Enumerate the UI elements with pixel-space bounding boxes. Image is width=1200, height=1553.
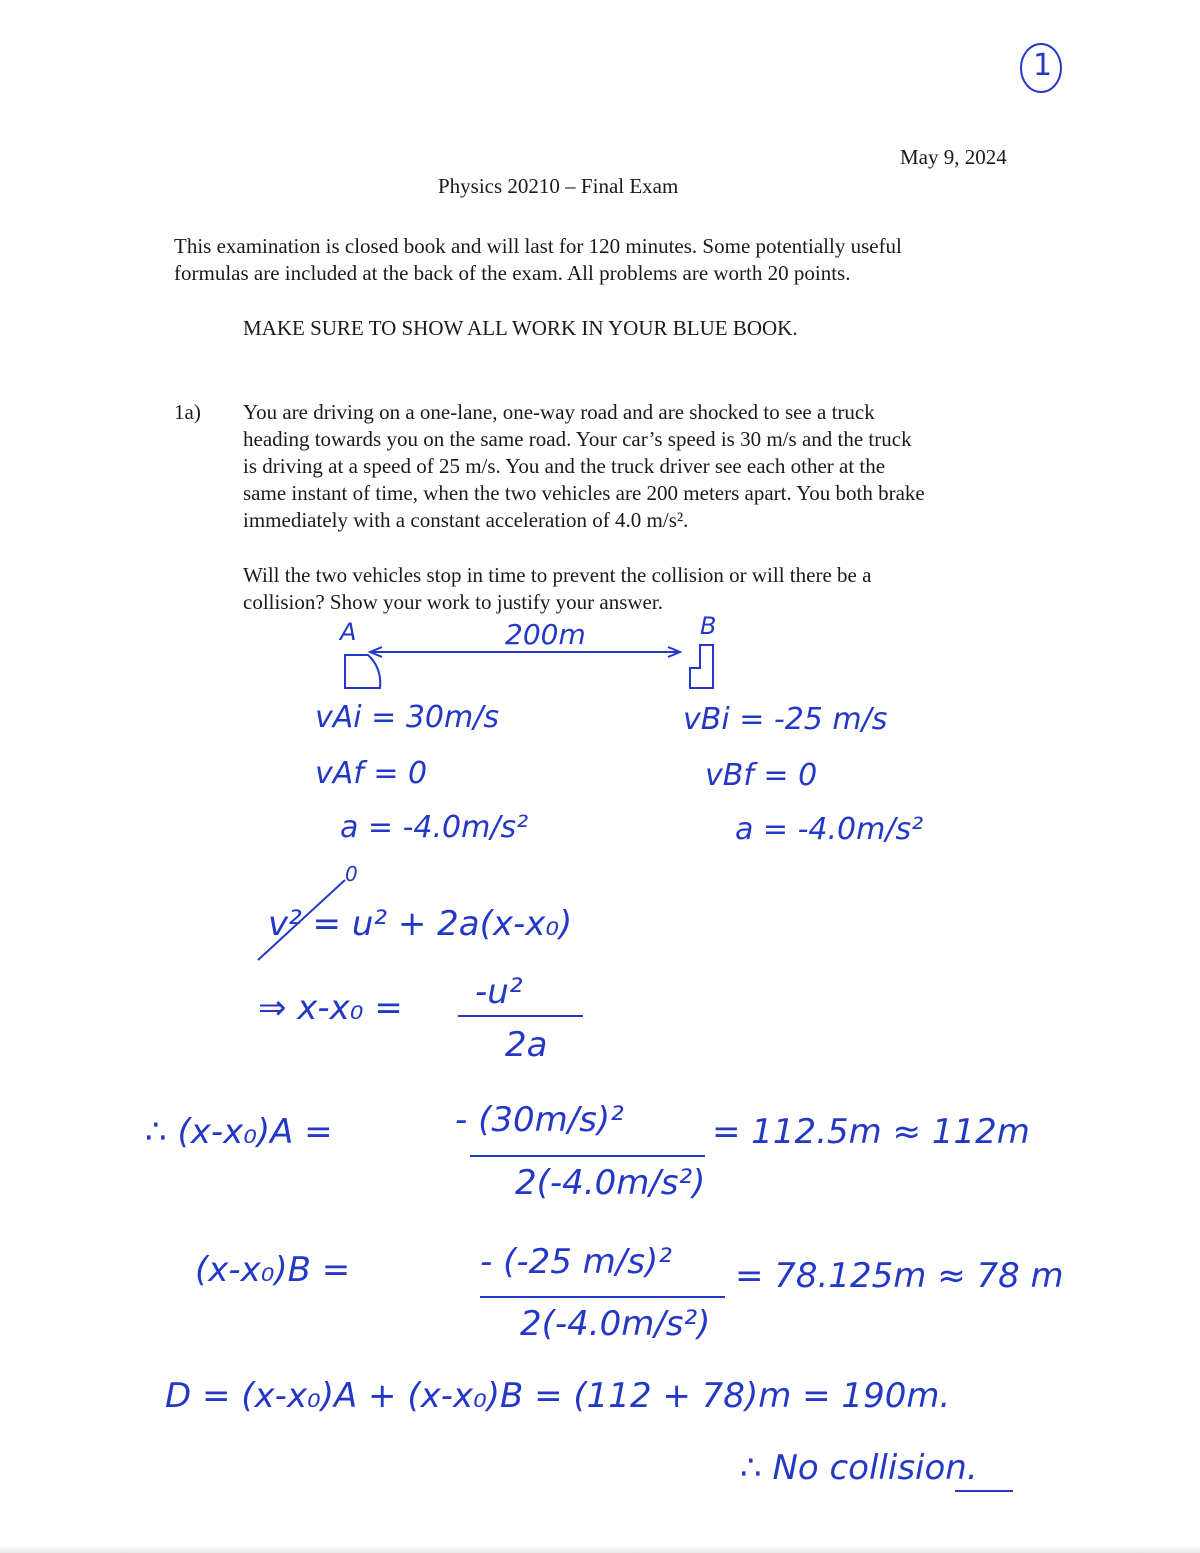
truck-initial-velocity: vBi = -25 m/s — [683, 702, 888, 737]
car-displacement-result: = 112.5m ≈ 112m — [712, 1112, 1030, 1152]
problem-text-1: You are driving on a one-lane, one-way road and are shocked to see a truck — [243, 400, 875, 424]
problem-label: 1a) — [174, 400, 201, 424]
instructions-emphasis: MAKE SURE TO SHOW ALL WORK IN YOUR BLUE BOOK. — [243, 316, 798, 340]
page-number: 1 — [1033, 48, 1053, 83]
truck-acceleration: a = -4.0m/s² — [735, 812, 924, 847]
truck-final-velocity: vBf = 0 — [705, 758, 818, 793]
diagram-distance: 200m — [505, 618, 586, 651]
problem-text-3: is driving at a speed of 25 m/s. You and the truck driver see each other at the — [243, 454, 886, 478]
car-initial-velocity: vAi = 30m/s — [315, 700, 499, 735]
question-text-2: collision? Show your work to justify your answer. — [243, 590, 663, 614]
car-acceleration: a = -4.0m/s² — [340, 810, 529, 845]
fraction-line — [458, 1015, 583, 1017]
displacement-formula-numerator: -u² — [475, 972, 523, 1012]
car-final-velocity: vAf = 0 — [315, 756, 428, 791]
zero-mark: 0 — [345, 862, 358, 886]
truck-displacement-result: = 78.125m ≈ 78 m — [735, 1256, 1064, 1296]
conclusion-underline — [955, 1490, 1013, 1492]
car-displacement-numerator: - (30m/s)² — [455, 1100, 624, 1140]
kinematic-equation: v² = u² + 2a(x-x₀) — [268, 904, 573, 944]
instructions-line-1: This examination is closed book and will last for 120 minutes. Some potentially useful — [174, 234, 902, 258]
scan-edge — [0, 1545, 1200, 1553]
problem-text-5: immediately with a constant acceleration of 4.0 m/s². — [243, 508, 689, 532]
diagram-label-a: A — [340, 618, 357, 646]
exam-date: May 9, 2024 — [900, 145, 1007, 169]
exam-title: Physics 20210 – Final Exam — [438, 174, 679, 198]
problem-text-4: same instant of time, when the two vehicles are 200 meters apart. You both brake — [243, 481, 925, 505]
truck-displacement-lhs: (x-x₀)B = — [195, 1250, 351, 1290]
fraction-line — [470, 1155, 705, 1157]
displacement-formula-denominator: 2a — [505, 1025, 548, 1065]
conclusion: ∴ No collision. — [740, 1448, 978, 1488]
car-displacement-lhs: ∴ (x-x₀)A = — [145, 1112, 333, 1152]
question-text-1: Will the two vehicles stop in time to prevent the collision or will there be a — [243, 563, 872, 587]
total-distance-equation: D = (x-x₀)A + (x-x₀)B = (112 + 78)m = 190m. — [165, 1376, 951, 1416]
problem-text-2: heading towards you on the same road. Your car’s speed is 30 m/s and the truck — [243, 427, 912, 451]
fraction-line — [480, 1296, 725, 1298]
diagram-label-b: B — [700, 612, 717, 640]
truck-displacement-numerator: - (-25 m/s)² — [480, 1242, 672, 1282]
instructions-line-2: formulas are included at the back of the exam. All problems are worth 20 points. — [174, 261, 851, 285]
truck-displacement-denominator: 2(-4.0m/s²) — [520, 1304, 711, 1344]
car-displacement-denominator: 2(-4.0m/s²) — [515, 1163, 706, 1203]
displacement-formula-lhs: ⇒ x-x₀ = — [258, 988, 403, 1028]
